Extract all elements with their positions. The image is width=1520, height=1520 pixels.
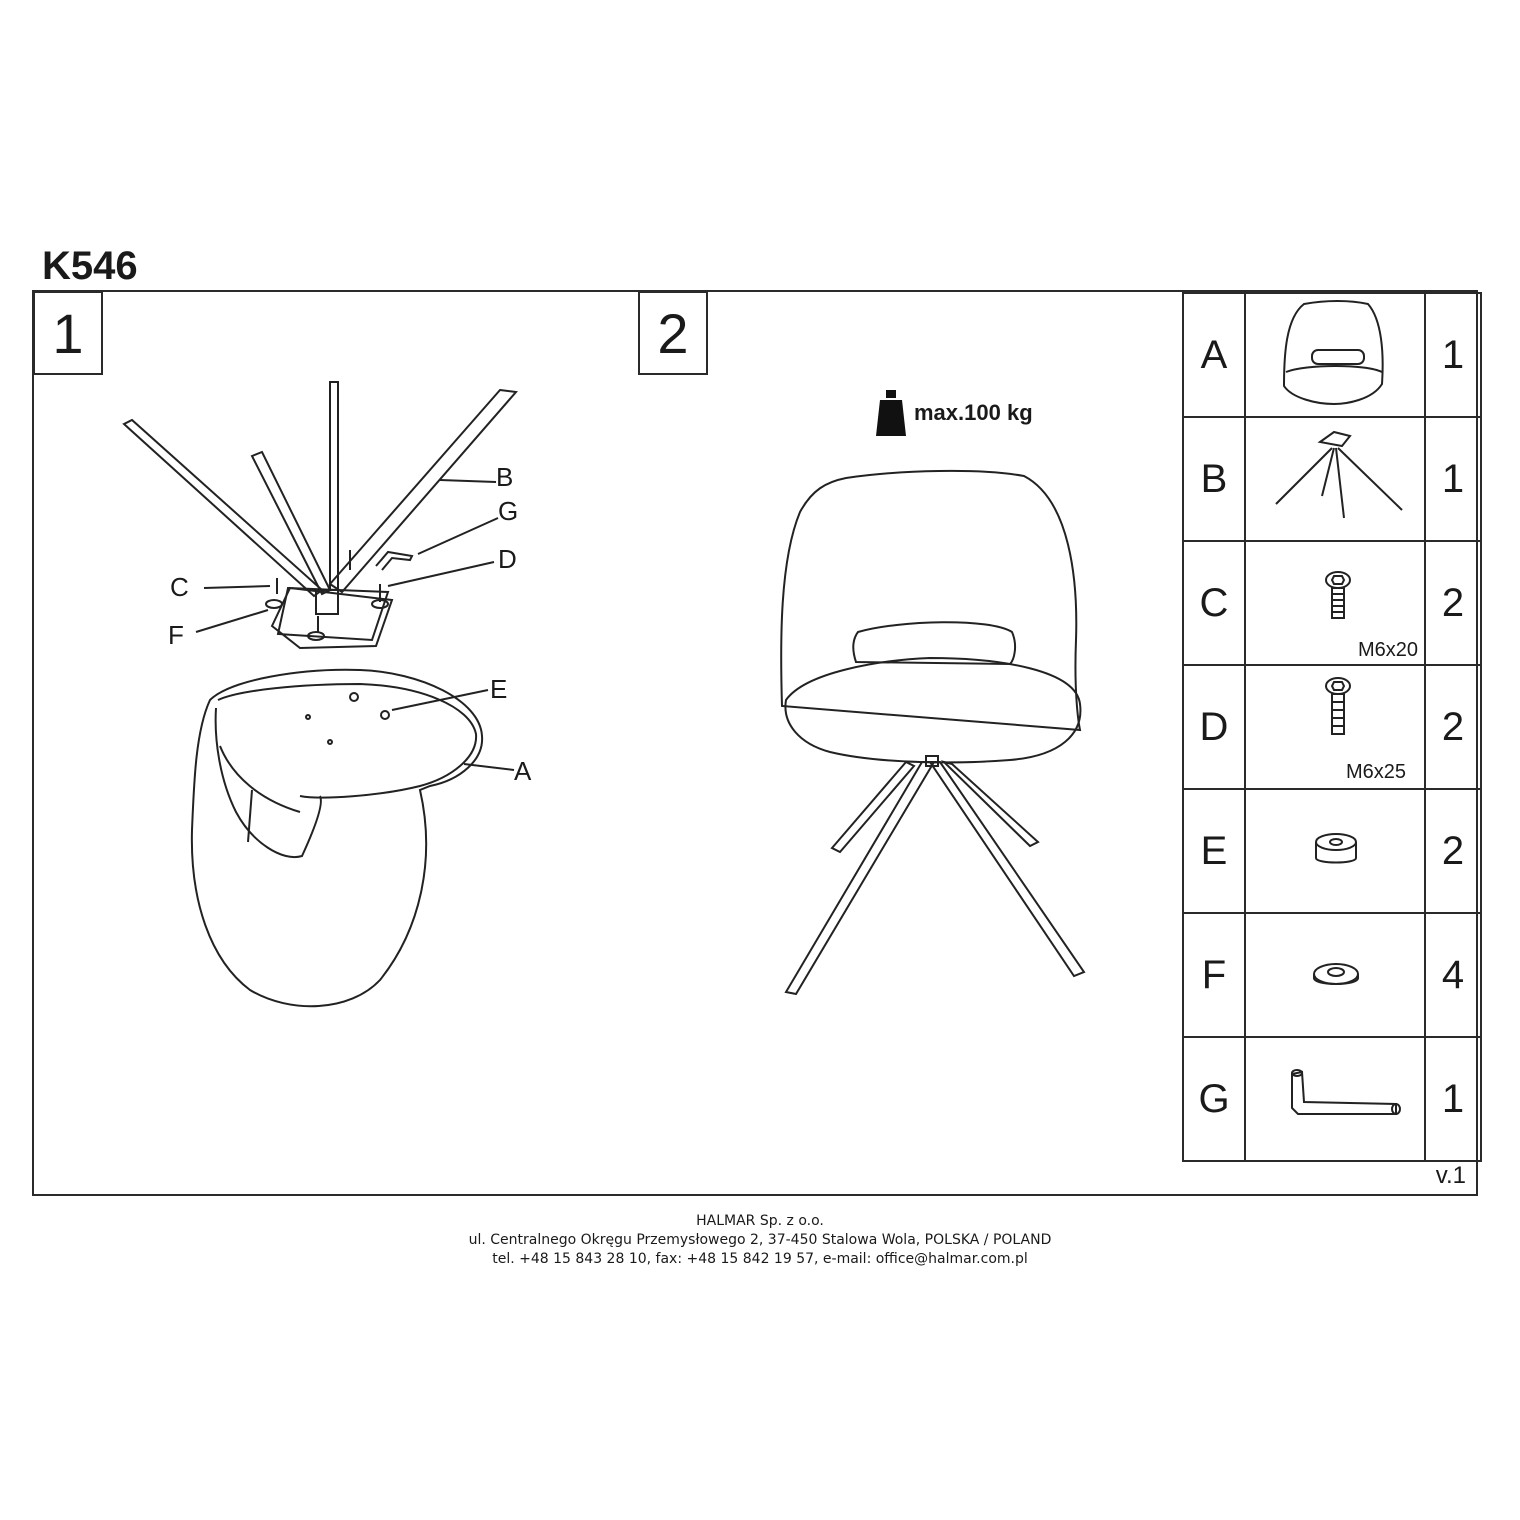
part-image <box>1245 1037 1425 1161</box>
part-letter: B <box>1183 417 1245 541</box>
step-2-number: 2 <box>638 291 708 375</box>
washer-icon <box>1246 914 1424 1031</box>
part-quantity: 1 <box>1425 1037 1481 1161</box>
part-quantity: 1 <box>1425 417 1481 541</box>
callout-a: A <box>514 756 532 786</box>
part-row-b <box>1183 417 1481 541</box>
part-image <box>1245 789 1425 913</box>
part-image <box>1245 665 1425 789</box>
callout-g: G <box>498 496 519 526</box>
part-row-f <box>1183 913 1481 1037</box>
step-1-number: 1 <box>33 291 103 375</box>
version-label: v.1 <box>1435 1162 1466 1189</box>
company-address: ul. Centralnego Okręgu Przemysłowego 2, 37-450 Stalowa Wola, POLSKA / POLAND <box>468 1232 1052 1248</box>
part-size: M6x25 <box>1346 761 1407 783</box>
part-letter: D <box>1183 665 1245 789</box>
callout-d: D <box>498 544 517 574</box>
parts-list <box>1182 292 1482 1162</box>
part-letter: A <box>1183 293 1245 417</box>
part-quantity: 2 <box>1425 541 1481 665</box>
part-image <box>1245 541 1425 665</box>
callout-f: F <box>168 620 184 650</box>
part-quantity: 2 <box>1425 665 1481 789</box>
part-row-a <box>1183 293 1481 417</box>
part-row-g <box>1183 1037 1481 1161</box>
part-row-d <box>1183 665 1481 789</box>
max-load-label: max.100 kg <box>914 400 1033 425</box>
allen-key-icon <box>1246 1038 1424 1155</box>
part-letter: C <box>1183 541 1245 665</box>
part-image <box>1245 913 1425 1037</box>
leg-frame-icon <box>1246 418 1424 535</box>
spacer-icon <box>1246 790 1424 907</box>
part-image <box>1245 417 1425 541</box>
part-size: M6x20 <box>1357 639 1418 661</box>
callout-c: C <box>170 572 189 602</box>
part-row-c <box>1183 541 1481 665</box>
company-name: HALMAR Sp. z o.o. <box>696 1213 824 1229</box>
seat-shell-icon <box>1246 294 1424 411</box>
part-letter: G <box>1183 1037 1245 1161</box>
model-number: K546 <box>42 244 138 288</box>
part-quantity: 2 <box>1425 789 1481 913</box>
callout-b: B <box>496 462 514 492</box>
part-letter: E <box>1183 789 1245 913</box>
part-quantity: 1 <box>1425 293 1481 417</box>
part-quantity: 4 <box>1425 913 1481 1037</box>
part-image <box>1245 293 1425 417</box>
part-row-e <box>1183 789 1481 913</box>
part-letter: F <box>1183 913 1245 1037</box>
callout-e: E <box>490 674 508 704</box>
company-footer <box>0 1212 1520 1269</box>
company-contact: tel. +48 15 843 28 10, fax: +48 15 842 19 57, e-mail: office@halmar.com.pl <box>492 1251 1028 1267</box>
